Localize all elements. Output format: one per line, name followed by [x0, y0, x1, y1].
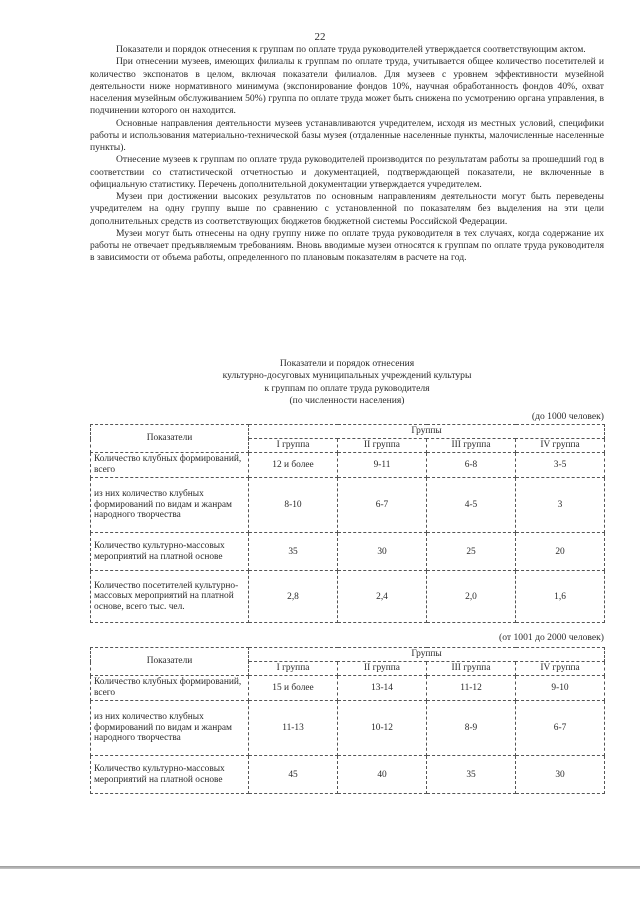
cell-value: 20 — [516, 533, 605, 571]
header-group: III группа — [427, 439, 516, 453]
cell-value: 6-7 — [516, 701, 605, 756]
groups-table-2 — [90, 647, 605, 794]
header-indicators: Показатели — [91, 425, 249, 453]
paragraph: Основные направления деятельности музеев устанавливаются учредителем, исходя из местных условий, специфики работы и использования материально-технической базы музея (отдаленные населенные пункты, малочисленные населенные пункты). — [90, 117, 604, 153]
header-group: IV группа — [516, 662, 605, 676]
cell-value: 1,6 — [516, 571, 605, 623]
table-row — [91, 478, 605, 533]
cell-value: 35 — [427, 756, 516, 794]
paragraph: При отнесении музеев, имеющих филиалы к группам по оплате труда, учитывается общее количество посетителей и количество экспонатов в целом, включая показатели филиалов. Для музеев с уровнем эффективности музейной деятельности ниже нормативного минимума (экспонирование фондов 10%, научная обработанность фондов 40%, охват населения музейным обслуживанием 50%) группа по оплате труда может быть снижена по усмотрению органа управления, в подчинении которого он находится. — [90, 56, 604, 117]
paragraph: Музеи при достижении высоких результатов по основным направлениям деятельности могут быть переведены учредителем на одну группу выше по сравнению с установленной по показателям без выделения на эти цели дополнительных средств из соответствующих бюджетов бюджетной системы Российской Федерации. — [90, 191, 604, 227]
row-label: Количество посетителей культурно-массовых мероприятий на платной основе, всего тыс. чел. — [91, 571, 249, 623]
cell-value: 11-12 — [427, 676, 516, 701]
body-text — [90, 44, 604, 265]
table-heading-line: Показатели и порядок отнесения — [279, 358, 415, 369]
cell-value: 9-10 — [516, 676, 605, 701]
header-group: II группа — [338, 439, 427, 453]
header-group: II группа — [338, 662, 427, 676]
header-group: I группа — [249, 662, 338, 676]
header-groups: Группы — [249, 648, 605, 662]
table-heading — [90, 358, 604, 408]
row-label: из них количество клубных формирований по видам и жанрам народного творчества — [91, 701, 249, 756]
cell-value: 6-7 — [338, 478, 427, 533]
cell-value: 2,8 — [249, 571, 338, 623]
cell-value: 30 — [338, 533, 427, 571]
cell-value: 25 — [427, 533, 516, 571]
cell-value: 13-14 — [338, 676, 427, 701]
cell-value: 2,0 — [427, 571, 516, 623]
row-label: Количество культурно-массовых мероприятий на платной основе — [91, 756, 249, 794]
cell-value: 8-9 — [427, 701, 516, 756]
population-note-2: (от 1001 до 2000 человек) — [499, 632, 604, 643]
groups-table-1 — [90, 424, 605, 623]
row-label: Количество клубных формирований, всего — [91, 676, 249, 701]
cell-value: 9-11 — [338, 453, 427, 478]
cell-value: 6-8 — [427, 453, 516, 478]
table-heading-line: к группам по оплате труда руководителя — [264, 382, 430, 394]
cell-value: 30 — [516, 756, 605, 794]
cell-value: 11-13 — [249, 701, 338, 756]
header-groups: Группы — [249, 425, 605, 439]
paragraph: Показатели и порядок отнесения к группам по оплате труда руководителей утверждается соответствующим актом. — [116, 44, 586, 55]
paragraph: Музеи могут быть отнесены на одну группу ниже по оплате труда руководителя в тех случаях, когда содержание их работы не отвечает предъявляемым требованиям. Вновь вводимые музеи относятся к группам по оплате труда руководителя в зависимости от объема работы, определенного по плановым показателям в расчете на год. — [90, 227, 604, 264]
table-row — [91, 571, 605, 623]
table-row — [91, 533, 605, 571]
population-note-1: (до 1000 человек) — [531, 411, 604, 422]
header-group: III группа — [427, 662, 516, 676]
cell-value: 4-5 — [427, 478, 516, 533]
cell-value: 40 — [338, 756, 427, 794]
paragraph: Отнесение музеев к группам по оплате труда руководителей производится по результатам работы за прошедший год в соответствии со статистической отчетностью и документацией, подтверждающей показатели, не включенные в официальную статистику. Перечень дополнительной документации утверждается учредителем. — [90, 154, 604, 190]
cell-value: 10-12 — [338, 701, 427, 756]
table-row — [91, 756, 605, 794]
cell-value: 12 и более — [249, 453, 338, 478]
table-heading-line: (по численности населения) — [289, 395, 405, 407]
row-label: из них количество клубных формирований по видам и жанрам народного творчества — [91, 478, 249, 533]
row-label: Количество клубных формирований, всего — [91, 453, 249, 478]
cell-value: 15 и более — [249, 676, 338, 701]
cell-value: 3 — [516, 478, 605, 533]
cell-value: 8-10 — [249, 478, 338, 533]
table-heading-line: культурно-досуговых муниципальных учреждений культуры — [222, 370, 472, 382]
cell-value: 45 — [249, 756, 338, 794]
table-row — [91, 453, 605, 478]
table-row — [91, 676, 605, 701]
header-indicators: Показатели — [91, 648, 249, 676]
table-row — [91, 701, 605, 756]
header-group: I группа — [249, 439, 338, 453]
cell-value: 35 — [249, 533, 338, 571]
header-group: IV группа — [516, 439, 605, 453]
row-label: Количество культурно-массовых мероприятий на платной основе — [91, 533, 249, 571]
cell-value: 3-5 — [516, 453, 605, 478]
page-number: 22 — [314, 31, 326, 43]
cell-value: 2,4 — [338, 571, 427, 623]
scan-bottom-edge — [0, 866, 640, 869]
